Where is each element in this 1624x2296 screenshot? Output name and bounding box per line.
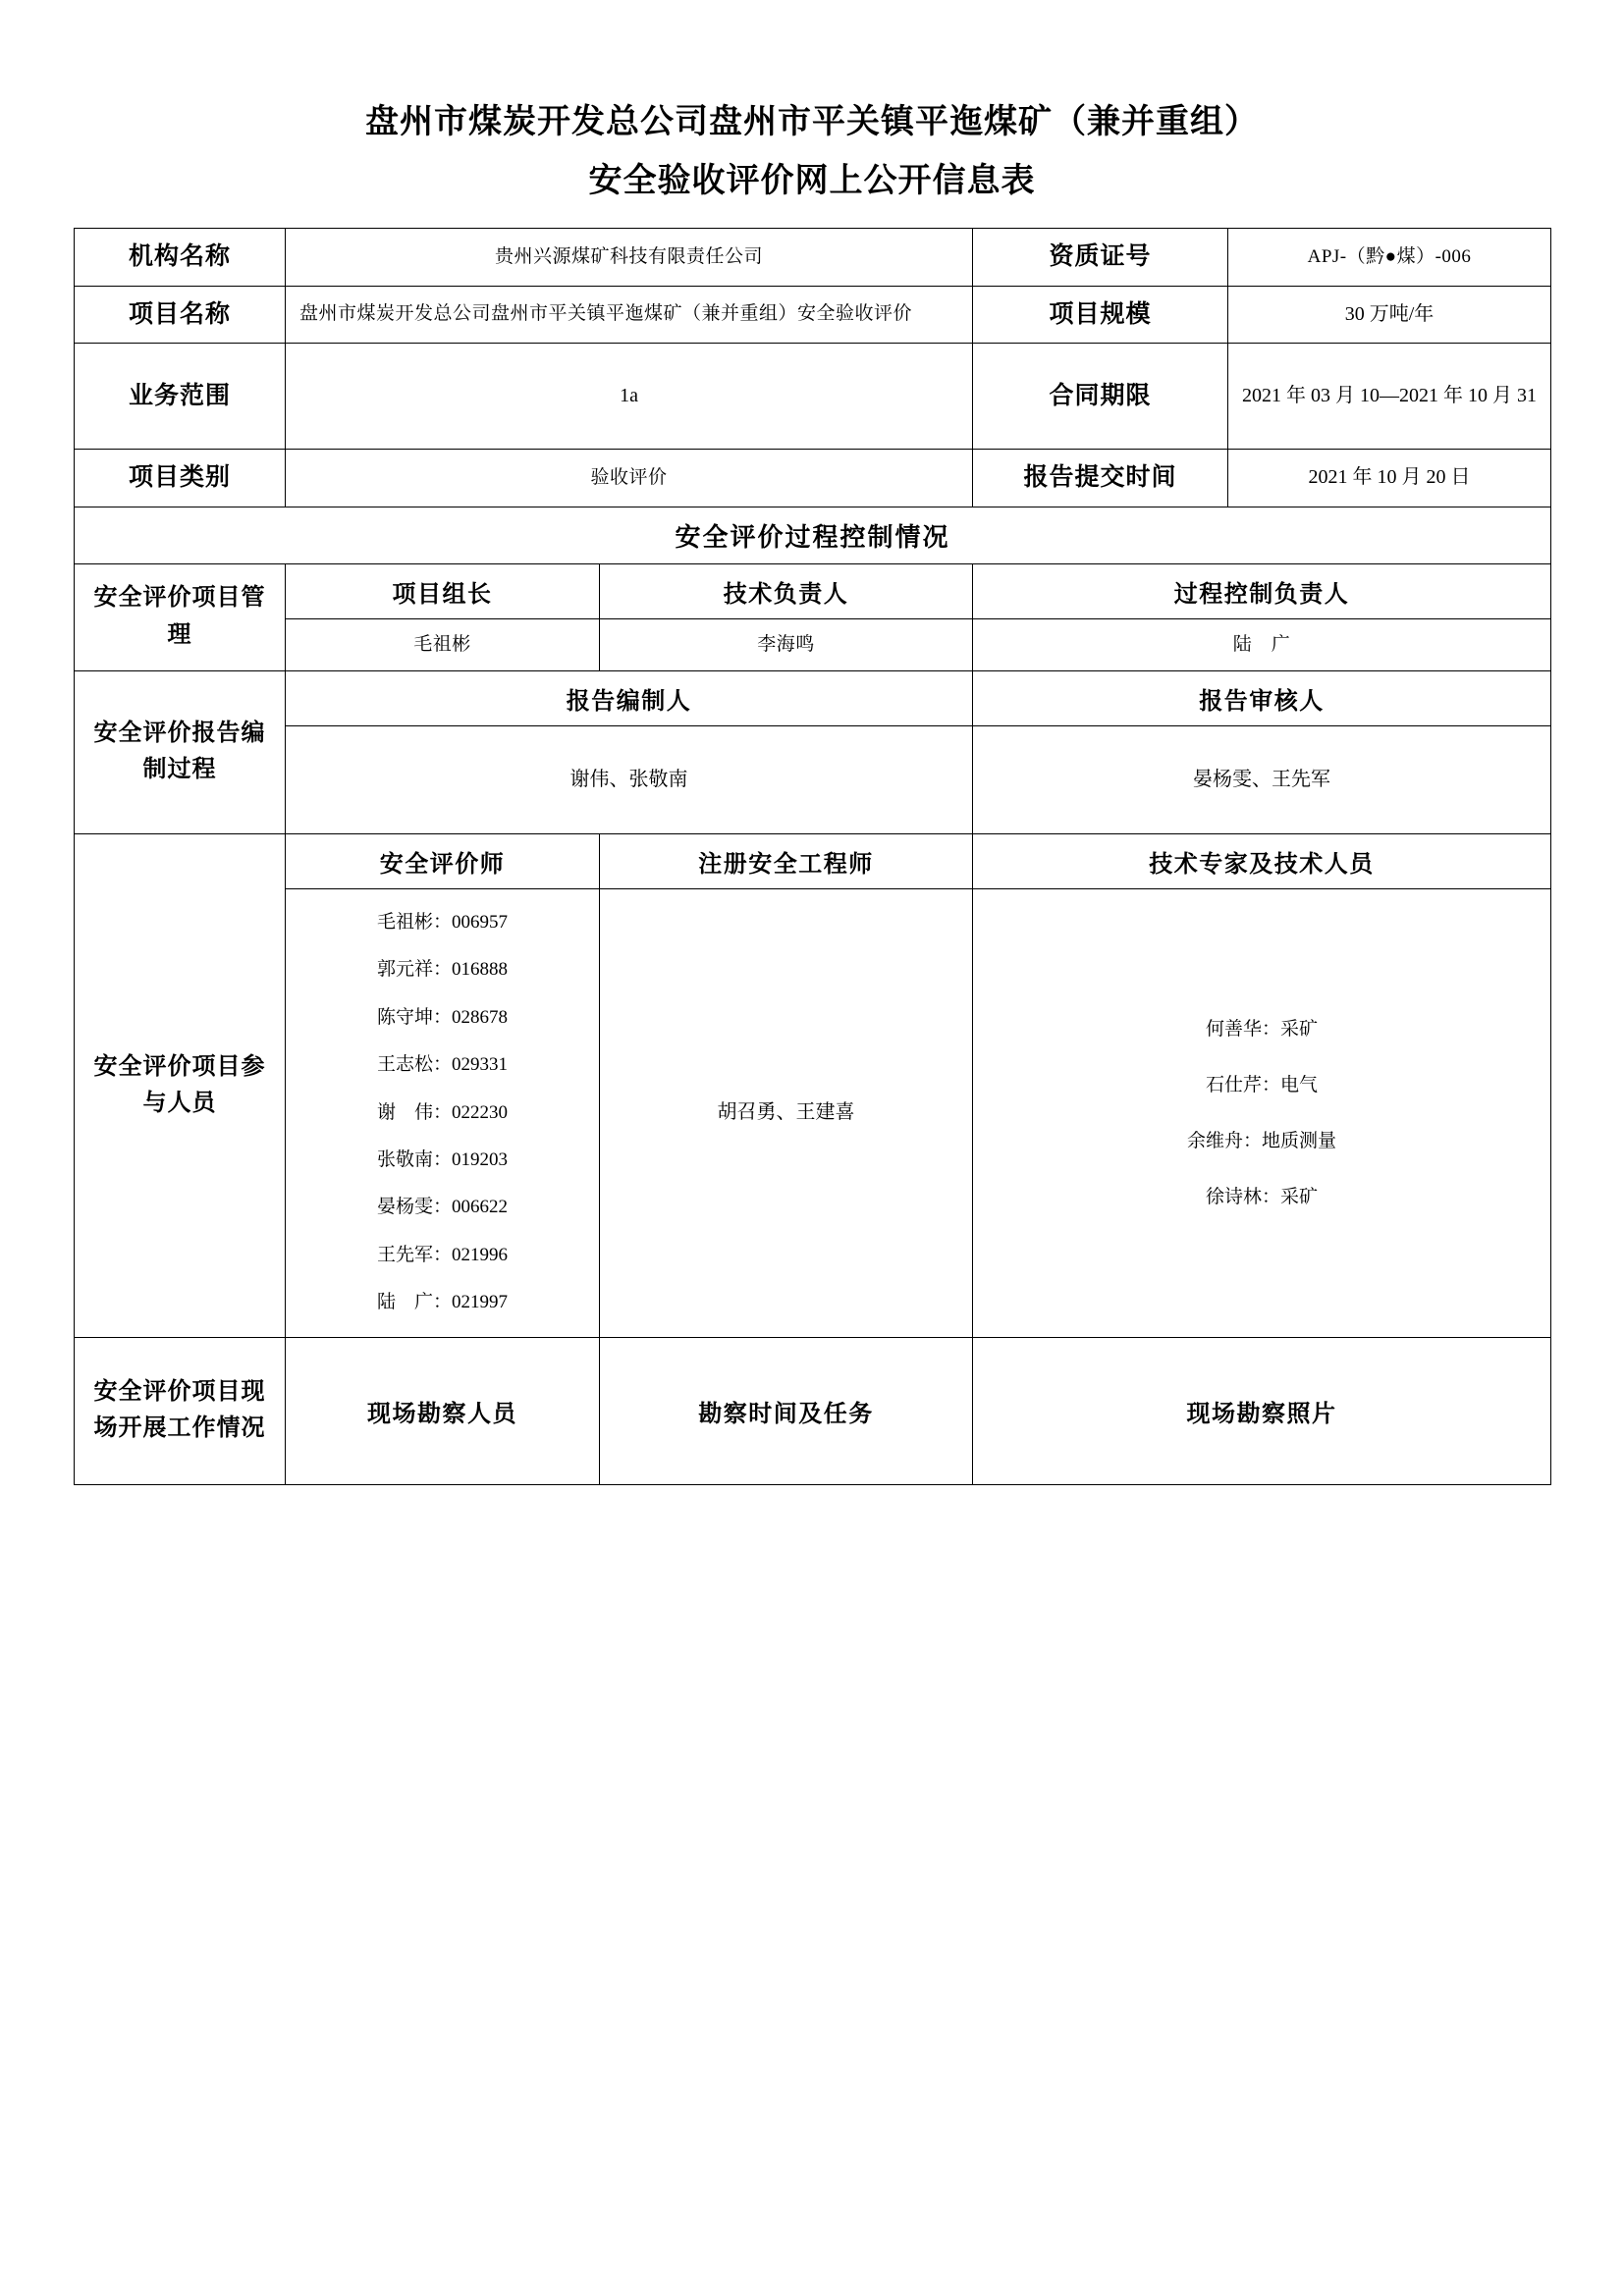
expert-item: 石仕芹：电气: [1206, 1074, 1319, 1095]
participants-label: 安全评价项目参与人员: [75, 833, 286, 1337]
table-row: [75, 507, 1551, 563]
participants-head-experts: 技术专家及技术人员: [973, 833, 1551, 888]
report-process-label: 安全评价报告编制过程: [75, 670, 286, 833]
project-type-label: 项目类别: [75, 450, 286, 507]
assessor-list: [286, 888, 600, 1337]
assessor-item: 王先军：021996: [376, 1244, 508, 1265]
site-work-label: 安全评价项目现场开展工作情况: [75, 1337, 286, 1484]
table-row: [75, 450, 1551, 507]
org-name-value: 贵州兴源煤矿科技有限责任公司: [286, 229, 973, 287]
report-submit-value: 2021 年 10 月 20 日: [1228, 450, 1551, 507]
report-head-reviewer: 报告审核人: [973, 670, 1551, 725]
participants-head-engineer: 注册安全工程师: [600, 833, 973, 888]
expert-item: 徐诗林：采矿: [1206, 1186, 1319, 1207]
table-row: [75, 344, 1551, 450]
site-head-photos: 现场勘察照片: [973, 1337, 1551, 1484]
registered-engineer-list: 胡召勇、王建喜: [600, 888, 973, 1337]
cert-value: APJ-（黔●煤）-006: [1228, 229, 1551, 287]
assessor-item: 王志松：029331: [376, 1054, 508, 1076]
report-submit-label: 报告提交时间: [973, 450, 1228, 507]
assessor-item: 毛祖彬：006957: [376, 911, 508, 933]
management-value-process: 陆 广: [973, 618, 1551, 670]
table-row: [75, 1337, 1551, 1484]
table-row: [75, 618, 1551, 670]
assessor-item: 陆 广：021997: [376, 1292, 508, 1313]
public-info-table: [74, 228, 1551, 1485]
project-name-value: 盘州市煤炭开发总公司盘州市平关镇平迤煤矿（兼并重组）安全验收评价: [286, 286, 973, 344]
assessor-item: 谢 伟：022230: [376, 1101, 508, 1123]
page-title-line-1: 盘州市煤炭开发总公司盘州市平关镇平迤煤矿（兼并重组）: [365, 104, 1259, 140]
assessor-item: 张敬南：019203: [376, 1148, 508, 1170]
site-head-time-task: 勘察时间及任务: [600, 1337, 973, 1484]
expert-item: 余维舟：地质测量: [1187, 1130, 1337, 1151]
management-value-tech: 李海鸣: [600, 618, 973, 670]
assessor-item: 陈守坤：028678: [376, 1006, 508, 1028]
report-head-author: 报告编制人: [286, 670, 973, 725]
table-row: [75, 670, 1551, 725]
site-head-surveyors: 现场勘察人员: [286, 1337, 600, 1484]
report-value-reviewer: 晏杨雯、王先军: [973, 725, 1551, 833]
business-scope-value: 1a: [286, 344, 973, 450]
page-title: [74, 93, 1550, 210]
management-label: 安全评价项目管理: [75, 563, 286, 670]
assessor-item: 晏杨雯：006622: [376, 1197, 508, 1218]
org-name-label: 机构名称: [75, 229, 286, 287]
project-type-value: 验收评价: [286, 450, 973, 507]
assessor-item: 郭元祥：016888: [376, 959, 508, 981]
expert-list: [973, 888, 1551, 1337]
table-row: [75, 725, 1551, 833]
report-value-author: 谢伟、张敬南: [286, 725, 973, 833]
table-row: [75, 563, 1551, 618]
process-control-section-title: 安全评价过程控制情况: [75, 507, 1551, 563]
management-head-process: 过程控制负责人: [973, 563, 1551, 618]
table-row: [75, 833, 1551, 888]
page-title-line-2: 安全验收评价网上公开信息表: [588, 162, 1036, 199]
management-head-tech: 技术负责人: [600, 563, 973, 618]
project-scale-value: 30 万吨/年: [1228, 286, 1551, 344]
participants-head-assessor: 安全评价师: [286, 833, 600, 888]
expert-item: 何善华：采矿: [1206, 1018, 1319, 1040]
contract-term-label: 合同期限: [973, 344, 1228, 450]
project-name-label: 项目名称: [75, 286, 286, 344]
management-head-leader: 项目组长: [286, 563, 600, 618]
contract-term-value: 2021 年 03 月 10—2021 年 10 月 31: [1228, 344, 1551, 450]
table-row: [75, 229, 1551, 287]
project-scale-label: 项目规模: [973, 286, 1228, 344]
cert-label: 资质证号: [973, 229, 1228, 287]
management-value-leader: 毛祖彬: [286, 618, 600, 670]
table-row: [75, 286, 1551, 344]
table-row: [75, 888, 1551, 1337]
business-scope-label: 业务范围: [75, 344, 286, 450]
